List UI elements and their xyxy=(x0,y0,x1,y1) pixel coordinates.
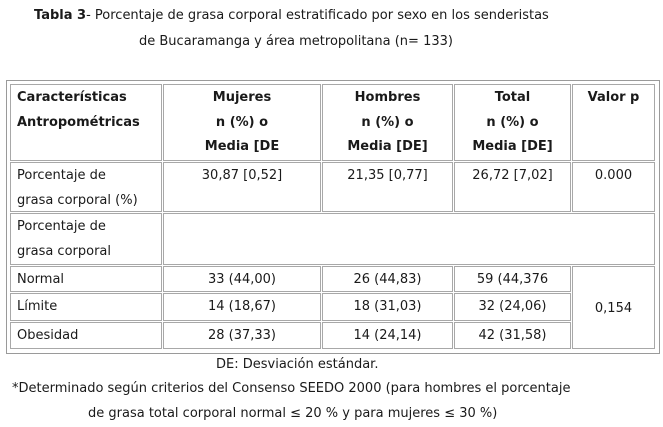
header-women-line3: Media [DE xyxy=(204,139,280,154)
row-normal-label: Normal xyxy=(10,266,162,292)
header-characteristics xyxy=(10,84,162,161)
row-limit-total: 32 (24,06) xyxy=(454,293,571,321)
footnote-criteria-line2: de grasa total corporal normal ≤ 20 % y para mujeres ≤ 30 %) xyxy=(88,406,498,421)
footnote-criteria-line1: *Determinado según criterios del Consenso SEEDO 2000 (para hombres el porcentaje xyxy=(12,381,571,396)
footnote-de: DE: Desviación estándar. xyxy=(216,357,379,372)
row-body-fat-men-value: 21,35 [0,77] xyxy=(347,168,428,183)
row-body-fat-label-line2: grasa corporal (%) xyxy=(17,192,138,208)
row-section-span xyxy=(163,213,655,265)
row-normal-women: 33 (44,00) xyxy=(163,266,321,292)
row-limit-women: 14 (18,67) xyxy=(163,293,321,321)
row-section-label xyxy=(10,213,162,265)
data-table xyxy=(6,80,660,354)
header-men-line2: n (%) o xyxy=(361,114,414,130)
row-limit-men: 18 (31,03) xyxy=(322,293,453,321)
header-women-line2: n (%) o xyxy=(215,114,269,130)
row-category-p xyxy=(572,266,655,349)
row-normal-men: 26 (44,83) xyxy=(322,266,453,292)
header-total xyxy=(454,84,571,161)
row-section-label-line1: Porcentaje de xyxy=(17,219,106,234)
header-p-value-label: Valor p xyxy=(587,90,640,105)
row-body-fat-label-line1: Porcentaje de xyxy=(17,168,106,183)
row-obesity-label: Obesidad xyxy=(10,322,162,349)
row-body-fat-p-value: 0.000 xyxy=(594,168,633,183)
row-limit-label: Límite xyxy=(10,293,162,321)
row-body-fat-women xyxy=(163,162,321,212)
header-total-line2: n (%) o xyxy=(486,114,539,130)
header-characteristics-line2: Antropométricas xyxy=(17,114,140,130)
row-body-fat-men xyxy=(322,162,453,212)
header-p-value xyxy=(572,84,655,161)
row-body-fat-total-value: 26,72 [7,02] xyxy=(472,168,553,183)
header-men-line3: Media [DE] xyxy=(347,139,428,154)
header-total-line3: Media [DE] xyxy=(472,139,553,154)
table-title-continuation: de Bucaramanga y área metropolitana (n= 133) xyxy=(139,34,453,49)
row-obesity-women: 28 (37,33) xyxy=(163,322,321,349)
row-body-fat-total xyxy=(454,162,571,212)
row-normal-total: 59 (44,376 xyxy=(454,266,571,292)
header-characteristics-line1: Características xyxy=(17,90,127,105)
header-men xyxy=(322,84,453,161)
header-women xyxy=(163,84,321,161)
row-section-label-line2: grasa corporal xyxy=(17,243,112,259)
header-women-line1: Mujeres xyxy=(212,90,272,105)
row-body-fat-label xyxy=(10,162,162,212)
header-men-line1: Hombres xyxy=(354,90,421,105)
header-total-line1: Total xyxy=(494,90,531,105)
table-title-text: - Porcentaje de grasa corporal estratificado por sexo en los senderistas xyxy=(86,8,549,23)
row-category-p-value: 0,154 xyxy=(594,301,633,316)
row-obesity-men: 14 (24,14) xyxy=(322,322,453,349)
row-body-fat-p xyxy=(572,162,655,212)
table-title-label: Tabla 3 xyxy=(34,8,87,23)
row-body-fat-women-value: 30,87 [0,52] xyxy=(201,168,283,183)
row-obesity-total: 42 (31,58) xyxy=(454,322,571,349)
table-title xyxy=(34,8,549,23)
